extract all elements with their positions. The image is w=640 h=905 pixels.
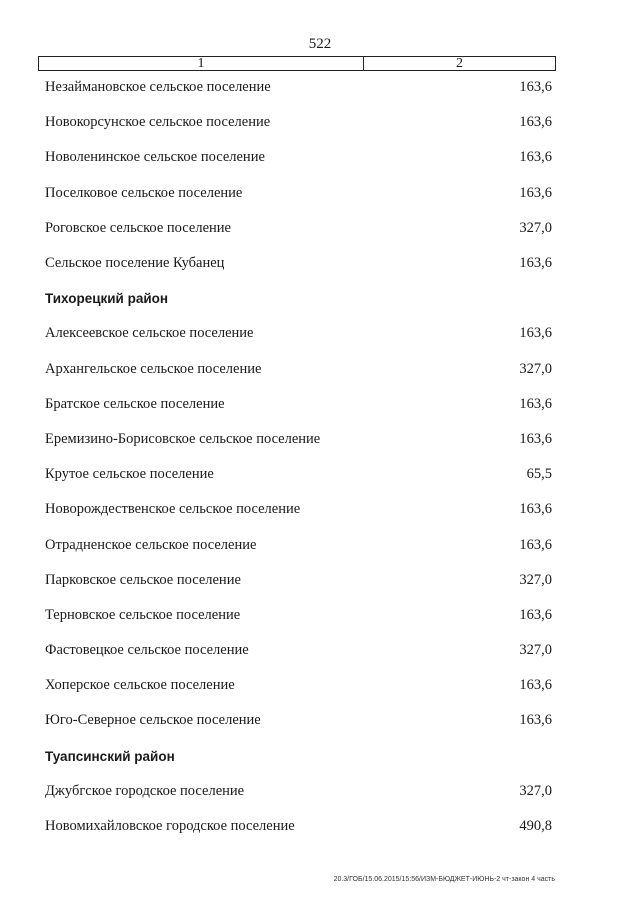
settlement-name: Новоленинское сельское поселение bbox=[45, 149, 265, 166]
table-row bbox=[0, 527, 640, 562]
table-row bbox=[0, 246, 640, 281]
settlement-name: Еремизино-Борисовское сельское поселение bbox=[45, 430, 321, 447]
table-row bbox=[0, 809, 640, 844]
settlement-name: Новомихайловское городское поселение bbox=[45, 818, 295, 835]
table-row bbox=[0, 774, 640, 809]
page-number: 522 bbox=[308, 36, 332, 52]
document-footer: 20.3/ГОБ/15.06.2015/15:56/ИЗМ-БЮДЖЕТ-ИЮНЬ-2 чт-закон 4 часть bbox=[333, 876, 555, 883]
table-row bbox=[0, 598, 640, 633]
settlement-name: Алексеевское сельское поселение bbox=[45, 325, 254, 342]
table-row bbox=[0, 422, 640, 457]
settlement-name: Крутое сельское поселение bbox=[45, 466, 214, 483]
settlement-name: Роговское сельское поселение bbox=[45, 219, 231, 236]
amount-value: 163,6 bbox=[519, 712, 552, 729]
amount-value: 327,0 bbox=[519, 219, 552, 236]
settlement-name: Отрадненское сельское поселение bbox=[45, 536, 257, 553]
table-row bbox=[0, 70, 640, 105]
amount-value: 163,6 bbox=[519, 255, 552, 272]
settlement-name: Сельское поселение Кубанец bbox=[45, 255, 225, 272]
amount-value: 163,6 bbox=[519, 114, 552, 131]
amount-value: 163,6 bbox=[519, 149, 552, 166]
settlement-name: Поселковое сельское поселение bbox=[45, 184, 243, 201]
table-header bbox=[38, 56, 556, 71]
table-row bbox=[0, 211, 640, 246]
amount-value: 163,6 bbox=[519, 430, 552, 447]
table-row bbox=[0, 668, 640, 703]
settlement-list bbox=[0, 70, 640, 844]
table-row bbox=[0, 176, 640, 211]
district-heading bbox=[0, 281, 640, 316]
header-col-1: 1 bbox=[39, 57, 364, 70]
amount-value: 163,6 bbox=[519, 79, 552, 96]
amount-value: 163,6 bbox=[519, 501, 552, 518]
amount-value: 163,6 bbox=[519, 395, 552, 412]
settlement-name: Новорождественское сельское поселение bbox=[45, 501, 301, 518]
table-row bbox=[0, 140, 640, 175]
settlement-name: Юго-Северное сельское поселение bbox=[45, 712, 261, 729]
settlement-name: Архангельское сельское поселение bbox=[45, 360, 262, 377]
settlement-name: Братское сельское поселение bbox=[45, 395, 225, 412]
amount-value: 327,0 bbox=[519, 782, 552, 799]
district-heading bbox=[0, 739, 640, 774]
table-row bbox=[0, 633, 640, 668]
amount-value: 490,8 bbox=[519, 818, 552, 835]
table-row bbox=[0, 492, 640, 527]
header-col-2: 2 bbox=[456, 56, 463, 71]
table-row bbox=[0, 703, 640, 738]
settlement-name: Джубгское городское поселение bbox=[45, 782, 245, 799]
district-name: Туапсинский район bbox=[45, 748, 175, 764]
amount-value: 163,6 bbox=[519, 677, 552, 694]
table-row bbox=[0, 563, 640, 598]
table-row bbox=[0, 457, 640, 492]
amount-value: 327,0 bbox=[519, 571, 552, 588]
settlement-name: Новокорсунское сельское поселение bbox=[45, 114, 271, 131]
settlement-name: Незаймановское сельское поселение bbox=[45, 79, 271, 96]
settlement-name: Парковское сельское поселение bbox=[45, 571, 241, 588]
district-name: Тихорецкий район bbox=[45, 291, 169, 307]
amount-value: 327,0 bbox=[519, 360, 552, 377]
amount-value: 163,6 bbox=[519, 606, 552, 623]
amount-value: 163,6 bbox=[519, 184, 552, 201]
table-row bbox=[0, 387, 640, 422]
amount-value: 327,0 bbox=[519, 642, 552, 659]
table-row bbox=[0, 105, 640, 140]
settlement-name: Хоперское сельское поселение bbox=[45, 677, 235, 694]
settlement-name: Терновское сельское поселение bbox=[45, 606, 241, 623]
table-row bbox=[0, 352, 640, 387]
table-row bbox=[0, 316, 640, 351]
settlement-name: Фастовецкое сельское поселение bbox=[45, 642, 249, 659]
amount-value: 65,5 bbox=[526, 466, 552, 483]
amount-value: 163,6 bbox=[519, 325, 552, 342]
amount-value: 163,6 bbox=[519, 536, 552, 553]
